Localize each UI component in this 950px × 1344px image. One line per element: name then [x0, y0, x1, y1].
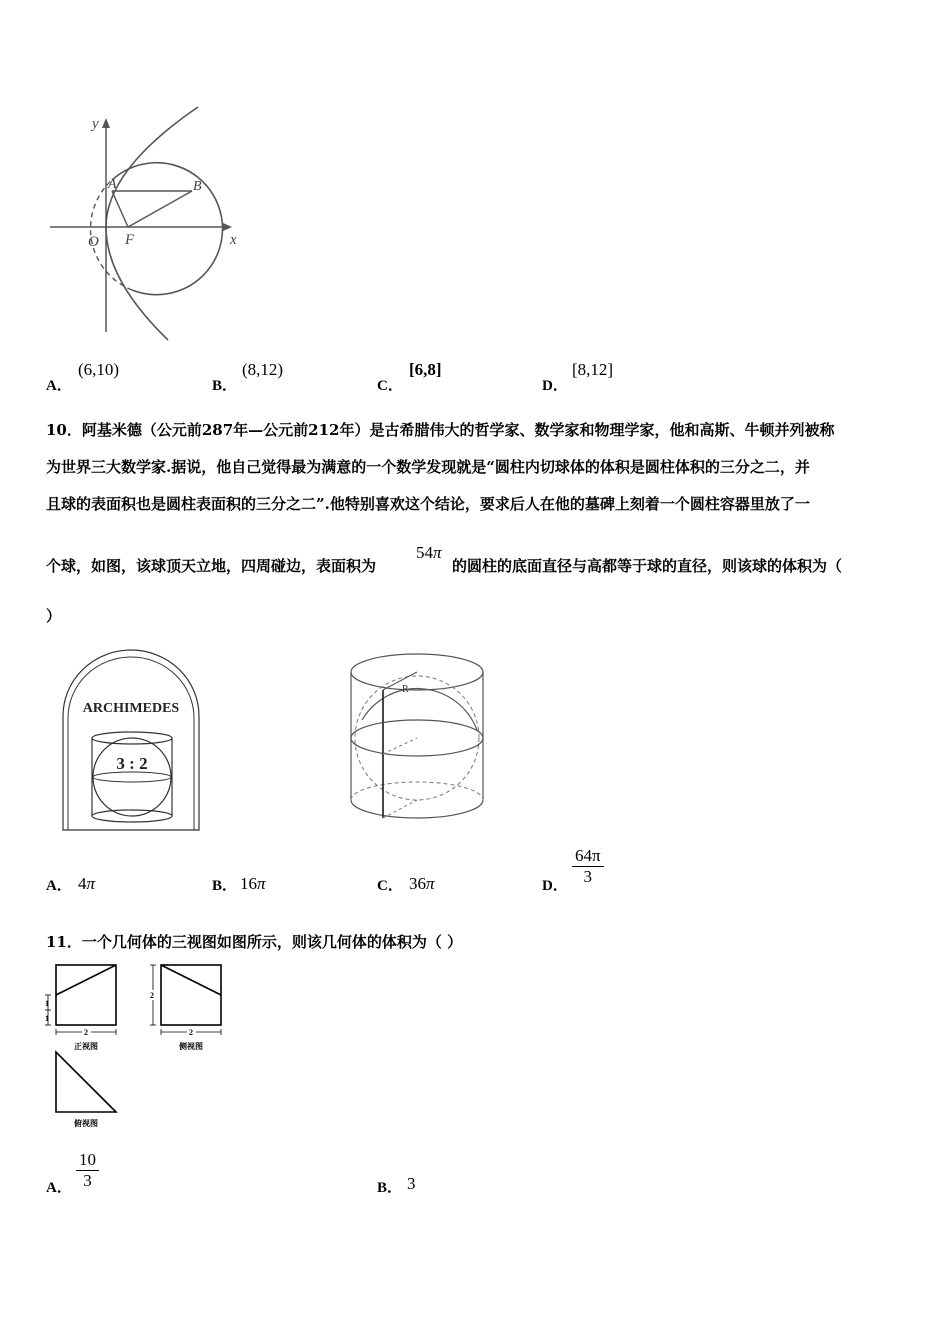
radius-dashed-bottom: [383, 800, 417, 818]
surface-area-pi: π: [433, 543, 442, 562]
option-value: 3: [407, 1174, 416, 1193]
side-dim-2-height: 2: [150, 991, 154, 1000]
option-value: [8,12]: [572, 360, 614, 379]
option-value: (6,10): [78, 360, 120, 379]
q11-option-b[interactable]: [377, 1172, 527, 1202]
label-O: O: [88, 234, 99, 250]
cyl-bottom-front: [351, 800, 483, 818]
value-pi: π: [257, 874, 266, 893]
cylinder-sphere-figure: [345, 650, 490, 825]
q9-option-c[interactable]: [377, 362, 527, 392]
tombstone-outline: [60, 648, 205, 833]
option-letter: B．: [212, 378, 238, 394]
q9-option-a[interactable]: [46, 362, 196, 392]
radius-segment: [383, 672, 417, 690]
equator-back: [351, 720, 483, 738]
option-value: (8,12): [242, 360, 284, 379]
fraction-numerator: 10: [76, 1150, 99, 1171]
option-letter: B．: [212, 878, 238, 894]
q10-option-d[interactable]: [542, 846, 692, 896]
front-dim-1a: 1: [45, 999, 49, 1008]
option-fraction: [76, 1150, 99, 1191]
parabola-curve: [106, 107, 198, 340]
front-view-square: [56, 965, 116, 1025]
front-dim-1b: 1: [45, 1014, 49, 1023]
equator-front: [351, 738, 483, 756]
q10-line-2: 为世界三大数学家.据说，他自己觉得最为满意的一个数学发现就是“圆柱内切球体的体积是圆柱体积的三分之二，并: [46, 458, 810, 476]
option-value: [240, 874, 266, 894]
top-view-triangle: [56, 1052, 116, 1112]
option-letter: D．: [542, 878, 568, 894]
cyl-bottom-back: [351, 782, 483, 800]
side-dim-2-width: 2: [189, 1028, 193, 1037]
value-pi: π: [86, 874, 96, 893]
label-B: B: [193, 179, 202, 194]
label-A: A: [108, 177, 117, 192]
label-x: x: [230, 232, 237, 248]
side-view-square: [161, 965, 221, 1025]
front-view-label: 正视图: [74, 1042, 98, 1051]
option-letter: A．: [46, 878, 72, 894]
label-y: y: [92, 116, 99, 132]
q10-line-3: 且球的表面积也是圆柱表面积的三分之二”.他特别喜欢这个结论，要求后人在他的墓碑上刻着一个圆柱容器里放了一: [46, 495, 810, 513]
q10-option-a[interactable]: [46, 872, 196, 902]
y-axis-arrow: [102, 118, 110, 128]
x-axis-arrow: [223, 223, 232, 231]
option-value: [6,8]: [409, 360, 442, 379]
fraction-numerator: 64π: [572, 846, 604, 867]
value-number: 36: [409, 874, 426, 893]
q9-option-b[interactable]: [212, 362, 362, 392]
radius-label: R: [402, 684, 409, 695]
tomb-name: ARCHIMEDES: [82, 701, 180, 716]
top-view-label: 俯视图: [74, 1119, 98, 1128]
value-number: 4: [78, 874, 87, 893]
option-letter: A．: [46, 1180, 72, 1196]
q9-option-d[interactable]: [542, 362, 692, 392]
segment-AF: [112, 191, 128, 227]
radius-dashed: [383, 738, 417, 754]
q10-line-5: ）: [46, 607, 62, 625]
option-letter: B．: [377, 1180, 403, 1196]
label-F: F: [125, 232, 135, 248]
circle-solid-arc: [112, 163, 223, 295]
option-letter: C．: [377, 878, 403, 894]
front-view-diagonal: [56, 965, 116, 995]
segment-BF: [128, 191, 192, 227]
q11-option-a[interactable]: [46, 1150, 196, 1200]
q10-line-4-pre: 个球，如图，该球顶天立地，四周碰边，表面积为: [46, 557, 377, 575]
archimedes-tombstone-figure: [60, 648, 205, 833]
surface-area-number: 54: [416, 543, 433, 562]
q11-question: 11．一个几何体的三视图如图所示，则该几何体的体积为（ ）: [46, 933, 463, 951]
tomb-ratio: 3 : 2: [116, 754, 148, 773]
option-letter: A．: [46, 378, 72, 394]
option-value: [409, 874, 435, 894]
option-letter: C．: [377, 378, 403, 394]
side-view-label: 侧视图: [179, 1042, 203, 1051]
q10-option-c[interactable]: [377, 872, 527, 902]
fraction-denominator: 3: [83, 1171, 92, 1190]
q10-line-4-post: 的圆柱的底面直径与高都等于球的直径，则该球的体积为（: [452, 557, 843, 575]
q9-parabola-circle-figure: [40, 100, 260, 350]
q10-line-1: 10．阿基米德（公元前287年—公元前212年）是古希腊伟大的哲学家、数学家和物理学家，他和高斯、牛顿并列被称: [46, 421, 835, 439]
value-pi: π: [426, 874, 435, 893]
value-number: 16: [240, 874, 257, 893]
option-letter: D．: [542, 378, 568, 394]
side-view-diagonal: [161, 965, 221, 995]
front-dim-2: 2: [84, 1028, 88, 1037]
fraction-denominator: 3: [583, 867, 593, 886]
option-value: [78, 874, 95, 894]
q10-surface-area: [416, 543, 442, 563]
three-view-drawing: [40, 960, 240, 1130]
tombstone-outer: [63, 650, 199, 830]
q10-option-b[interactable]: [212, 872, 362, 902]
option-fraction: [572, 846, 604, 887]
